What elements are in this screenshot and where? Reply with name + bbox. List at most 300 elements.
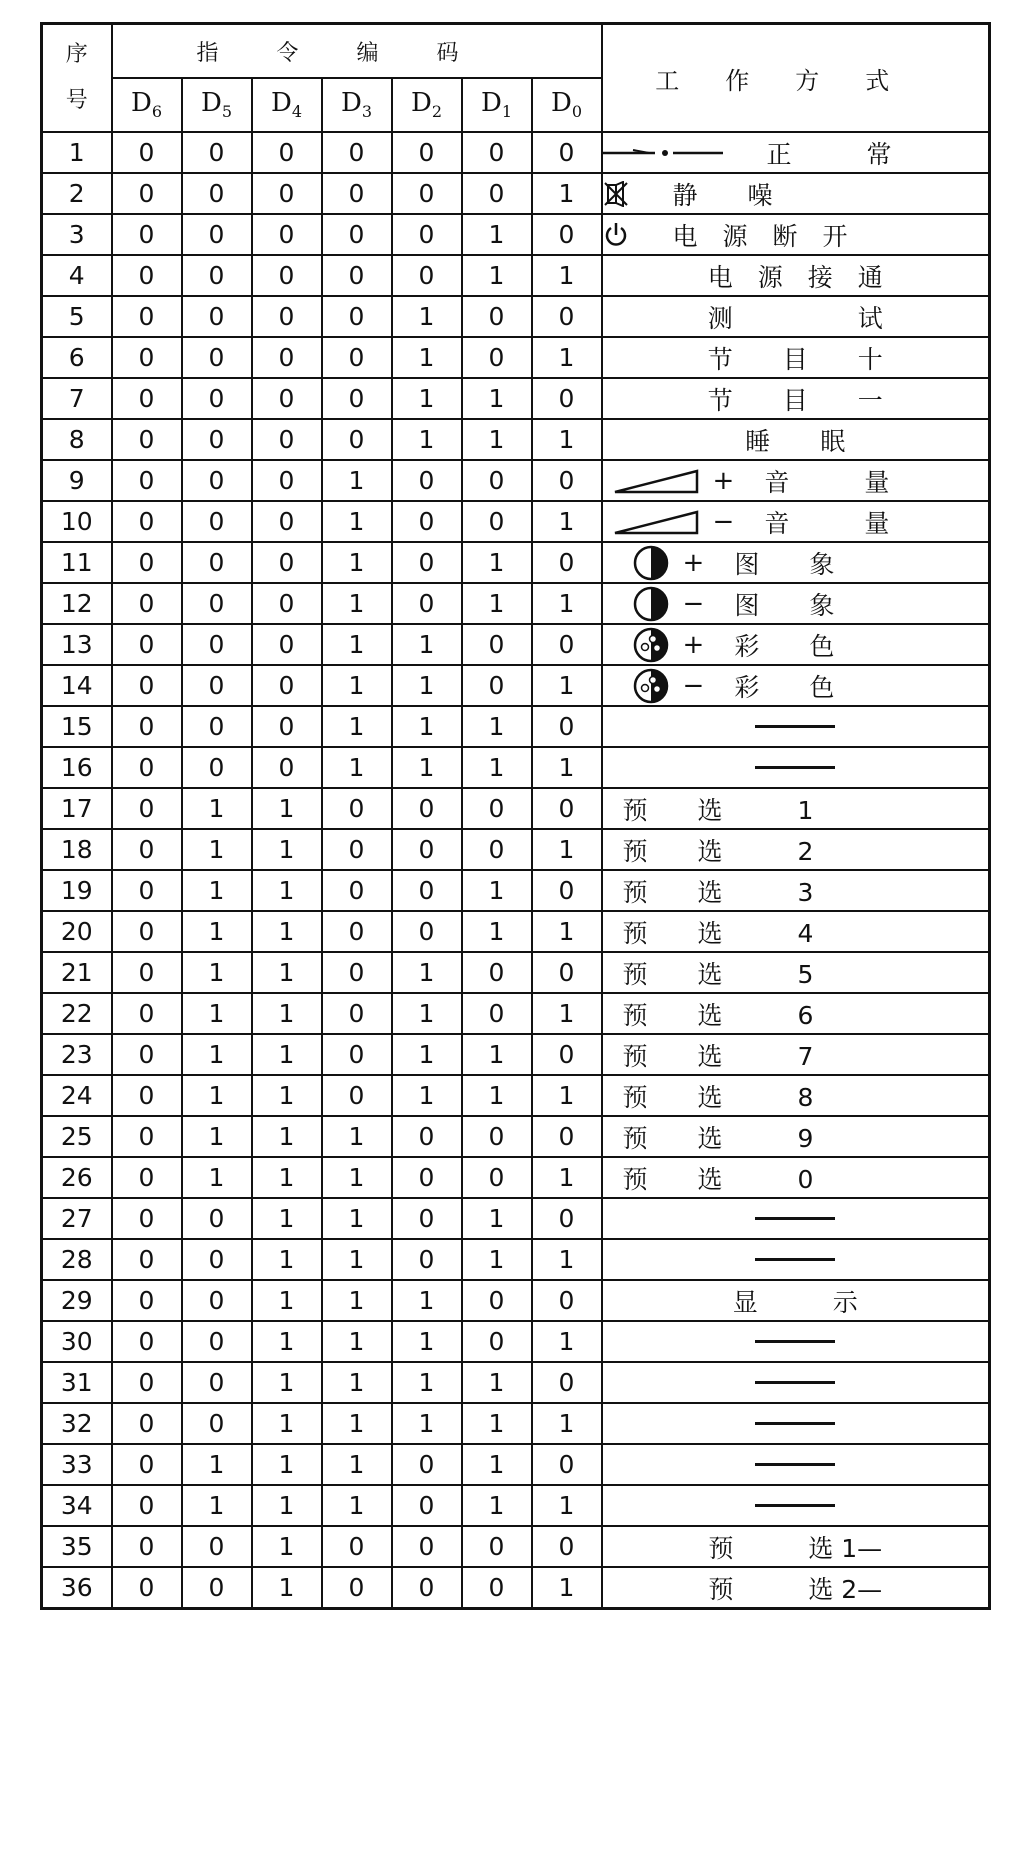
bit-cell-d6: 0: [112, 132, 182, 173]
seq-header-label: 序号: [65, 42, 88, 113]
bit-cell-d6: 0: [112, 624, 182, 665]
bit-cell-d5: 1: [182, 1034, 252, 1075]
bit-cell-d2: 1: [392, 1034, 462, 1075]
seq-cell: 35: [42, 1526, 112, 1567]
bit-cell-d6: 0: [112, 1444, 182, 1485]
bit-cell-d0: 1: [532, 337, 602, 378]
bit-cell-d1: 0: [462, 665, 532, 706]
instruction-code-table: [40, 22, 991, 1610]
bit-header-subscript: 0: [571, 102, 583, 122]
bit-cell-d3: 1: [322, 542, 392, 583]
seq-cell: 34: [42, 1485, 112, 1526]
bit-cell-d2: 0: [392, 870, 462, 911]
seq-cell: 16: [42, 747, 112, 788]
seq-cell: 10: [42, 501, 112, 542]
bit-cell-d6: 0: [112, 296, 182, 337]
bit-cell-d6: 0: [112, 788, 182, 829]
unassigned-dash: [755, 1340, 835, 1343]
working-mode-label: 彩 色: [734, 631, 835, 661]
seq-cell: 27: [42, 1198, 112, 1239]
bit-cell-d0: 0: [532, 378, 602, 419]
adjust-sign: +: [682, 629, 705, 660]
bit-cell-d3: 1: [322, 1198, 392, 1239]
bit-cell-d5: 0: [182, 173, 252, 214]
bit-cell-d6: 0: [112, 1075, 182, 1116]
bit-cell-d4: 1: [252, 911, 322, 952]
bit-cell-d6: 0: [112, 1321, 182, 1362]
bit-cell-d0: 1: [532, 911, 602, 952]
bit-cell-d5: 1: [182, 1116, 252, 1157]
bit-cell-d2: 0: [392, 542, 462, 583]
bit-cell-d4: 1: [252, 1239, 322, 1280]
bit-cell-d3: 0: [322, 214, 392, 255]
bit-cell-d3: 1: [322, 665, 392, 706]
bit-cell-d0: 0: [532, 296, 602, 337]
bit-cell-d6: 0: [112, 747, 182, 788]
bit-cell-d6: 0: [112, 706, 182, 747]
bit-header-subscript: 1: [501, 102, 513, 122]
working-mode-cell: [602, 173, 990, 214]
bit-cell-d6: 0: [112, 1157, 182, 1198]
bit-cell-d2: 1: [392, 624, 462, 665]
seq-cell: 21: [42, 952, 112, 993]
adjust-sign: −: [682, 588, 705, 619]
bit-cell-d4: 0: [252, 214, 322, 255]
working-mode-cell: [602, 419, 990, 460]
bit-cell-d5: 0: [182, 255, 252, 296]
bit-cell-d4: 1: [252, 993, 322, 1034]
working-mode-label: 节 目 一: [707, 385, 883, 415]
bit-header-subscript: 3: [361, 102, 373, 122]
bit-cell-d6: 0: [112, 1567, 182, 1609]
bit-cell-d2: 1: [392, 665, 462, 706]
working-mode-cell: [602, 583, 990, 624]
working-mode-label: 彩 色: [734, 672, 835, 702]
working-mode-label: 音 量: [764, 467, 890, 497]
bit-cell-d5: 0: [182, 1362, 252, 1403]
bit-cell-d2: 0: [392, 132, 462, 173]
bit-cell-d0: 1: [532, 747, 602, 788]
bit-header-subscript: 4: [291, 102, 303, 122]
bit-cell-d5: 1: [182, 911, 252, 952]
bit-cell-d0: 0: [532, 460, 602, 501]
bit-cell-d4: 1: [252, 1321, 322, 1362]
bit-header-base: D: [130, 88, 152, 119]
bit-cell-d0: 0: [532, 1362, 602, 1403]
bit-cell-d0: 1: [532, 419, 602, 460]
bit-cell-d0: 0: [532, 542, 602, 583]
color-palette-circle-icon: [633, 627, 669, 663]
bit-cell-d4: 1: [252, 1280, 322, 1321]
working-mode-label: 图 象: [734, 590, 835, 620]
seq-cell: 26: [42, 1157, 112, 1198]
seq-cell: 8: [42, 419, 112, 460]
working-mode-cell: [602, 952, 990, 993]
bit-cell-d4: 0: [252, 296, 322, 337]
table-row: [42, 542, 990, 583]
bit-cell-d0: 1: [532, 501, 602, 542]
table-row: [42, 1567, 990, 1609]
bit-cell-d2: 1: [392, 747, 462, 788]
bit-cell-d0: 0: [532, 1280, 602, 1321]
bit-cell-d1: 1: [462, 255, 532, 296]
working-mode-cell: [602, 624, 990, 665]
instruction-code-header: 指令编码: [112, 24, 602, 79]
bit-cell-d3: 0: [322, 419, 392, 460]
bit-cell-d5: 0: [182, 1567, 252, 1609]
unassigned-dash: [755, 1381, 835, 1384]
bit-cell-d6: 0: [112, 378, 182, 419]
working-mode-cell: [602, 1034, 990, 1075]
table-row: [42, 1362, 990, 1403]
working-mode-label: 预 选 3: [622, 877, 814, 907]
bit-cell-d0: 1: [532, 665, 602, 706]
table-row: [42, 460, 990, 501]
bit-cell-d2: 0: [392, 1157, 462, 1198]
bit-cell-d3: 1: [322, 747, 392, 788]
bit-cell-d3: 1: [322, 1116, 392, 1157]
seq-cell: 1: [42, 132, 112, 173]
bit-cell-d3: 1: [322, 1362, 392, 1403]
unassigned-dash: [755, 1422, 835, 1425]
bit-cell-d2: 0: [392, 214, 462, 255]
seq-cell: 7: [42, 378, 112, 419]
bit-cell-d2: 0: [392, 583, 462, 624]
volume-wedge-icon: [613, 468, 699, 494]
working-mode-label: 预 选 4: [622, 918, 814, 948]
bit-cell-d6: 0: [112, 255, 182, 296]
table-row: [42, 337, 990, 378]
bit-cell-d3: 1: [322, 1403, 392, 1444]
bit-cell-d5: 0: [182, 583, 252, 624]
unassigned-dash: [755, 766, 835, 769]
bit-cell-d0: 1: [532, 829, 602, 870]
bit-cell-d4: 0: [252, 460, 322, 501]
bit-cell-d5: 1: [182, 1075, 252, 1116]
bit-cell-d2: 0: [392, 460, 462, 501]
table-row: [42, 1239, 990, 1280]
bit-cell-d2: 0: [392, 1198, 462, 1239]
bit-cell-d4: 1: [252, 1075, 322, 1116]
bit-cell-d3: 1: [322, 1157, 392, 1198]
working-mode-label: 显 示: [732, 1287, 858, 1317]
bit-cell-d4: 1: [252, 1444, 322, 1485]
bit-cell-d3: 0: [322, 1567, 392, 1609]
working-mode-cell: [602, 132, 990, 173]
bit-cell-d3: 1: [322, 501, 392, 542]
seq-cell: 11: [42, 542, 112, 583]
bit-cell-d2: 0: [392, 1444, 462, 1485]
unassigned-dash: [755, 1217, 835, 1220]
bit-cell-d1: 0: [462, 788, 532, 829]
working-mode-label: 测 试: [707, 303, 883, 333]
bit-cell-d4: 0: [252, 337, 322, 378]
bit-cell-d3: 0: [322, 870, 392, 911]
bit-cell-d5: 0: [182, 665, 252, 706]
bit-cell-d2: 1: [392, 952, 462, 993]
working-mode-cell: [602, 1526, 990, 1567]
bit-cell-d2: 1: [392, 419, 462, 460]
bit-cell-d6: 0: [112, 1116, 182, 1157]
working-mode-cell: [602, 1075, 990, 1116]
table-row: [42, 1444, 990, 1485]
working-mode-label: 预 选 9: [622, 1123, 814, 1153]
seq-header: [42, 24, 112, 133]
working-mode-cell: [602, 214, 990, 255]
bit-cell-d6: 0: [112, 870, 182, 911]
working-mode-cell: [602, 829, 990, 870]
table-row: [42, 1198, 990, 1239]
seq-cell: 28: [42, 1239, 112, 1280]
bit-cell-d0: 1: [532, 1075, 602, 1116]
bit-cell-d6: 0: [112, 1403, 182, 1444]
bit-cell-d4: 1: [252, 1526, 322, 1567]
bit-cell-d1: 0: [462, 173, 532, 214]
bit-cell-d1: 0: [462, 296, 532, 337]
bit-cell-d0: 0: [532, 870, 602, 911]
bit-cell-d2: 1: [392, 993, 462, 1034]
bit-header-base: D: [410, 88, 432, 119]
bit-cell-d4: 1: [252, 1403, 322, 1444]
bit-cell-d6: 0: [112, 337, 182, 378]
seq-cell: 29: [42, 1280, 112, 1321]
bit-cell-d0: 0: [532, 1116, 602, 1157]
bit-cell-d5: 0: [182, 132, 252, 173]
bit-cell-d3: 0: [322, 337, 392, 378]
seq-cell: 33: [42, 1444, 112, 1485]
bit-cell-d1: 0: [462, 1116, 532, 1157]
color-palette-circle-icon: [633, 668, 669, 704]
table-row: [42, 747, 990, 788]
volume-wedge-icon: [613, 509, 699, 535]
bit-cell-d6: 0: [112, 829, 182, 870]
bit-cell-d0: 0: [532, 952, 602, 993]
bit-cell-d3: 0: [322, 1075, 392, 1116]
table-row: [42, 788, 990, 829]
bit-cell-d1: 1: [462, 378, 532, 419]
working-mode-label: 预 选 6: [622, 1000, 814, 1030]
bit-cell-d1: 1: [462, 1485, 532, 1526]
bit-cell-d1: 1: [462, 1075, 532, 1116]
plug-connector-icon: [603, 146, 723, 160]
seq-cell: 5: [42, 296, 112, 337]
table-row: [42, 255, 990, 296]
bit-cell-d4: 0: [252, 624, 322, 665]
working-mode-label: 预 选 2—: [708, 1574, 883, 1604]
bit-header-d5: [182, 78, 252, 132]
bit-cell-d2: 1: [392, 1280, 462, 1321]
bit-cell-d3: 0: [322, 1034, 392, 1075]
seq-cell: 36: [42, 1567, 112, 1609]
bit-cell-d4: 1: [252, 1567, 322, 1609]
bit-cell-d2: 0: [392, 829, 462, 870]
bit-cell-d5: 0: [182, 747, 252, 788]
bit-cell-d1: 0: [462, 501, 532, 542]
bit-cell-d5: 0: [182, 706, 252, 747]
bit-cell-d4: 1: [252, 952, 322, 993]
working-mode-cell: [602, 1362, 990, 1403]
bit-header-subscript: 2: [431, 102, 443, 122]
working-mode-cell: [602, 706, 990, 747]
bit-cell-d1: 1: [462, 911, 532, 952]
working-mode-label: 预 选 1: [622, 795, 814, 825]
bit-cell-d2: 1: [392, 706, 462, 747]
bit-cell-d4: 0: [252, 419, 322, 460]
table-row: [42, 829, 990, 870]
bit-cell-d3: 0: [322, 173, 392, 214]
bit-cell-d1: 0: [462, 132, 532, 173]
bit-cell-d2: 0: [392, 1485, 462, 1526]
table-row: [42, 870, 990, 911]
bit-cell-d5: 0: [182, 1403, 252, 1444]
working-mode-label: 音 量: [764, 508, 890, 538]
working-mode-label: 节 目 十: [707, 344, 883, 374]
working-mode-label: 预 选 0: [622, 1164, 814, 1194]
bit-cell-d1: 1: [462, 747, 532, 788]
table-row: [42, 1034, 990, 1075]
seq-cell: 20: [42, 911, 112, 952]
bit-cell-d1: 0: [462, 829, 532, 870]
bit-cell-d4: 1: [252, 1116, 322, 1157]
bit-cell-d3: 1: [322, 1280, 392, 1321]
seq-cell: 6: [42, 337, 112, 378]
table-row: [42, 419, 990, 460]
bit-cell-d4: 1: [252, 1362, 322, 1403]
table-row: [42, 952, 990, 993]
bit-cell-d3: 0: [322, 952, 392, 993]
bit-cell-d5: 0: [182, 1280, 252, 1321]
working-mode-cell: [602, 501, 990, 542]
bit-header-base: D: [270, 88, 292, 119]
seq-cell: 14: [42, 665, 112, 706]
bit-cell-d6: 0: [112, 173, 182, 214]
unassigned-dash: [755, 1463, 835, 1466]
bit-cell-d4: 0: [252, 255, 322, 296]
bit-header-d6: [112, 78, 182, 132]
table-row: [42, 1403, 990, 1444]
seq-cell: 18: [42, 829, 112, 870]
bit-header-base: D: [200, 88, 222, 119]
bit-cell-d3: 1: [322, 1239, 392, 1280]
adjust-sign: +: [712, 465, 735, 496]
bit-header-subscript: 6: [151, 102, 163, 122]
working-mode-cell: [602, 1280, 990, 1321]
bit-cell-d2: 1: [392, 1321, 462, 1362]
adjust-sign: +: [682, 547, 705, 578]
seq-cell: 32: [42, 1403, 112, 1444]
bit-cell-d2: 0: [392, 1567, 462, 1609]
bit-cell-d1: 0: [462, 993, 532, 1034]
bit-cell-d6: 0: [112, 583, 182, 624]
bit-cell-d5: 0: [182, 378, 252, 419]
bit-cell-d6: 0: [112, 665, 182, 706]
bit-header-d1: [462, 78, 532, 132]
working-mode-cell: [602, 747, 990, 788]
bit-cell-d5: 0: [182, 337, 252, 378]
bit-cell-d4: 0: [252, 665, 322, 706]
bit-header-base: D: [550, 88, 572, 119]
bit-cell-d3: 1: [322, 1444, 392, 1485]
working-mode-label: 预 选 2: [622, 836, 814, 866]
working-mode-cell: [602, 337, 990, 378]
bit-cell-d2: 1: [392, 296, 462, 337]
bit-cell-d5: 0: [182, 214, 252, 255]
working-mode-cell: [602, 1567, 990, 1609]
bit-cell-d5: 1: [182, 1157, 252, 1198]
contrast-half-circle-icon: [633, 545, 669, 581]
bit-cell-d3: 1: [322, 583, 392, 624]
table-row: [42, 214, 990, 255]
bit-cell-d4: 0: [252, 706, 322, 747]
bit-cell-d0: 0: [532, 624, 602, 665]
bit-cell-d3: 1: [322, 624, 392, 665]
bit-cell-d6: 0: [112, 952, 182, 993]
working-mode-label: 预 选 7: [622, 1041, 814, 1071]
bit-cell-d5: 0: [182, 1321, 252, 1362]
bit-cell-d2: 0: [392, 173, 462, 214]
bit-cell-d6: 0: [112, 501, 182, 542]
bit-cell-d1: 1: [462, 542, 532, 583]
bit-cell-d5: 0: [182, 624, 252, 665]
working-mode-label: 正 常: [766, 139, 892, 169]
bit-cell-d1: 1: [462, 583, 532, 624]
bit-cell-d5: 0: [182, 460, 252, 501]
bit-cell-d4: 1: [252, 788, 322, 829]
working-mode-cell: [602, 665, 990, 706]
bit-cell-d0: 0: [532, 1526, 602, 1567]
bit-cell-d3: 1: [322, 1485, 392, 1526]
bit-cell-d3: 1: [322, 460, 392, 501]
seq-cell: 19: [42, 870, 112, 911]
bit-cell-d0: 1: [532, 1403, 602, 1444]
working-mode-label: 静 噪: [672, 180, 773, 210]
bit-cell-d1: 1: [462, 214, 532, 255]
bit-cell-d3: 0: [322, 132, 392, 173]
bit-cell-d1: 1: [462, 419, 532, 460]
table-row: [42, 1485, 990, 1526]
bit-header-d4: [252, 78, 322, 132]
power-icon: [603, 222, 629, 248]
table-row: [42, 706, 990, 747]
working-mode-cell: [602, 1403, 990, 1444]
bit-cell-d1: 1: [462, 1444, 532, 1485]
bit-cell-d0: 0: [532, 1034, 602, 1075]
unassigned-dash: [755, 1504, 835, 1507]
table-row: [42, 1280, 990, 1321]
working-mode-label: 睡 眠: [745, 426, 846, 456]
seq-cell: 25: [42, 1116, 112, 1157]
bit-cell-d1: 1: [462, 1239, 532, 1280]
working-mode-cell: [602, 1198, 990, 1239]
working-mode-cell: [602, 993, 990, 1034]
seq-cell: 30: [42, 1321, 112, 1362]
unassigned-dash: [755, 1258, 835, 1261]
bit-cell-d0: 1: [532, 255, 602, 296]
bit-cell-d1: 0: [462, 460, 532, 501]
working-mode-header: 工作方式: [602, 24, 990, 133]
bit-cell-d6: 0: [112, 542, 182, 583]
bit-cell-d3: 0: [322, 255, 392, 296]
bit-cell-d3: 0: [322, 296, 392, 337]
working-mode-cell: [602, 1444, 990, 1485]
working-mode-cell: [602, 1485, 990, 1526]
working-mode-cell: [602, 1321, 990, 1362]
seq-cell: 2: [42, 173, 112, 214]
working-mode-cell: [602, 1116, 990, 1157]
working-mode-cell: [602, 1157, 990, 1198]
bit-cell-d1: 1: [462, 1198, 532, 1239]
working-mode-label: 电 源 断 开: [672, 221, 848, 251]
